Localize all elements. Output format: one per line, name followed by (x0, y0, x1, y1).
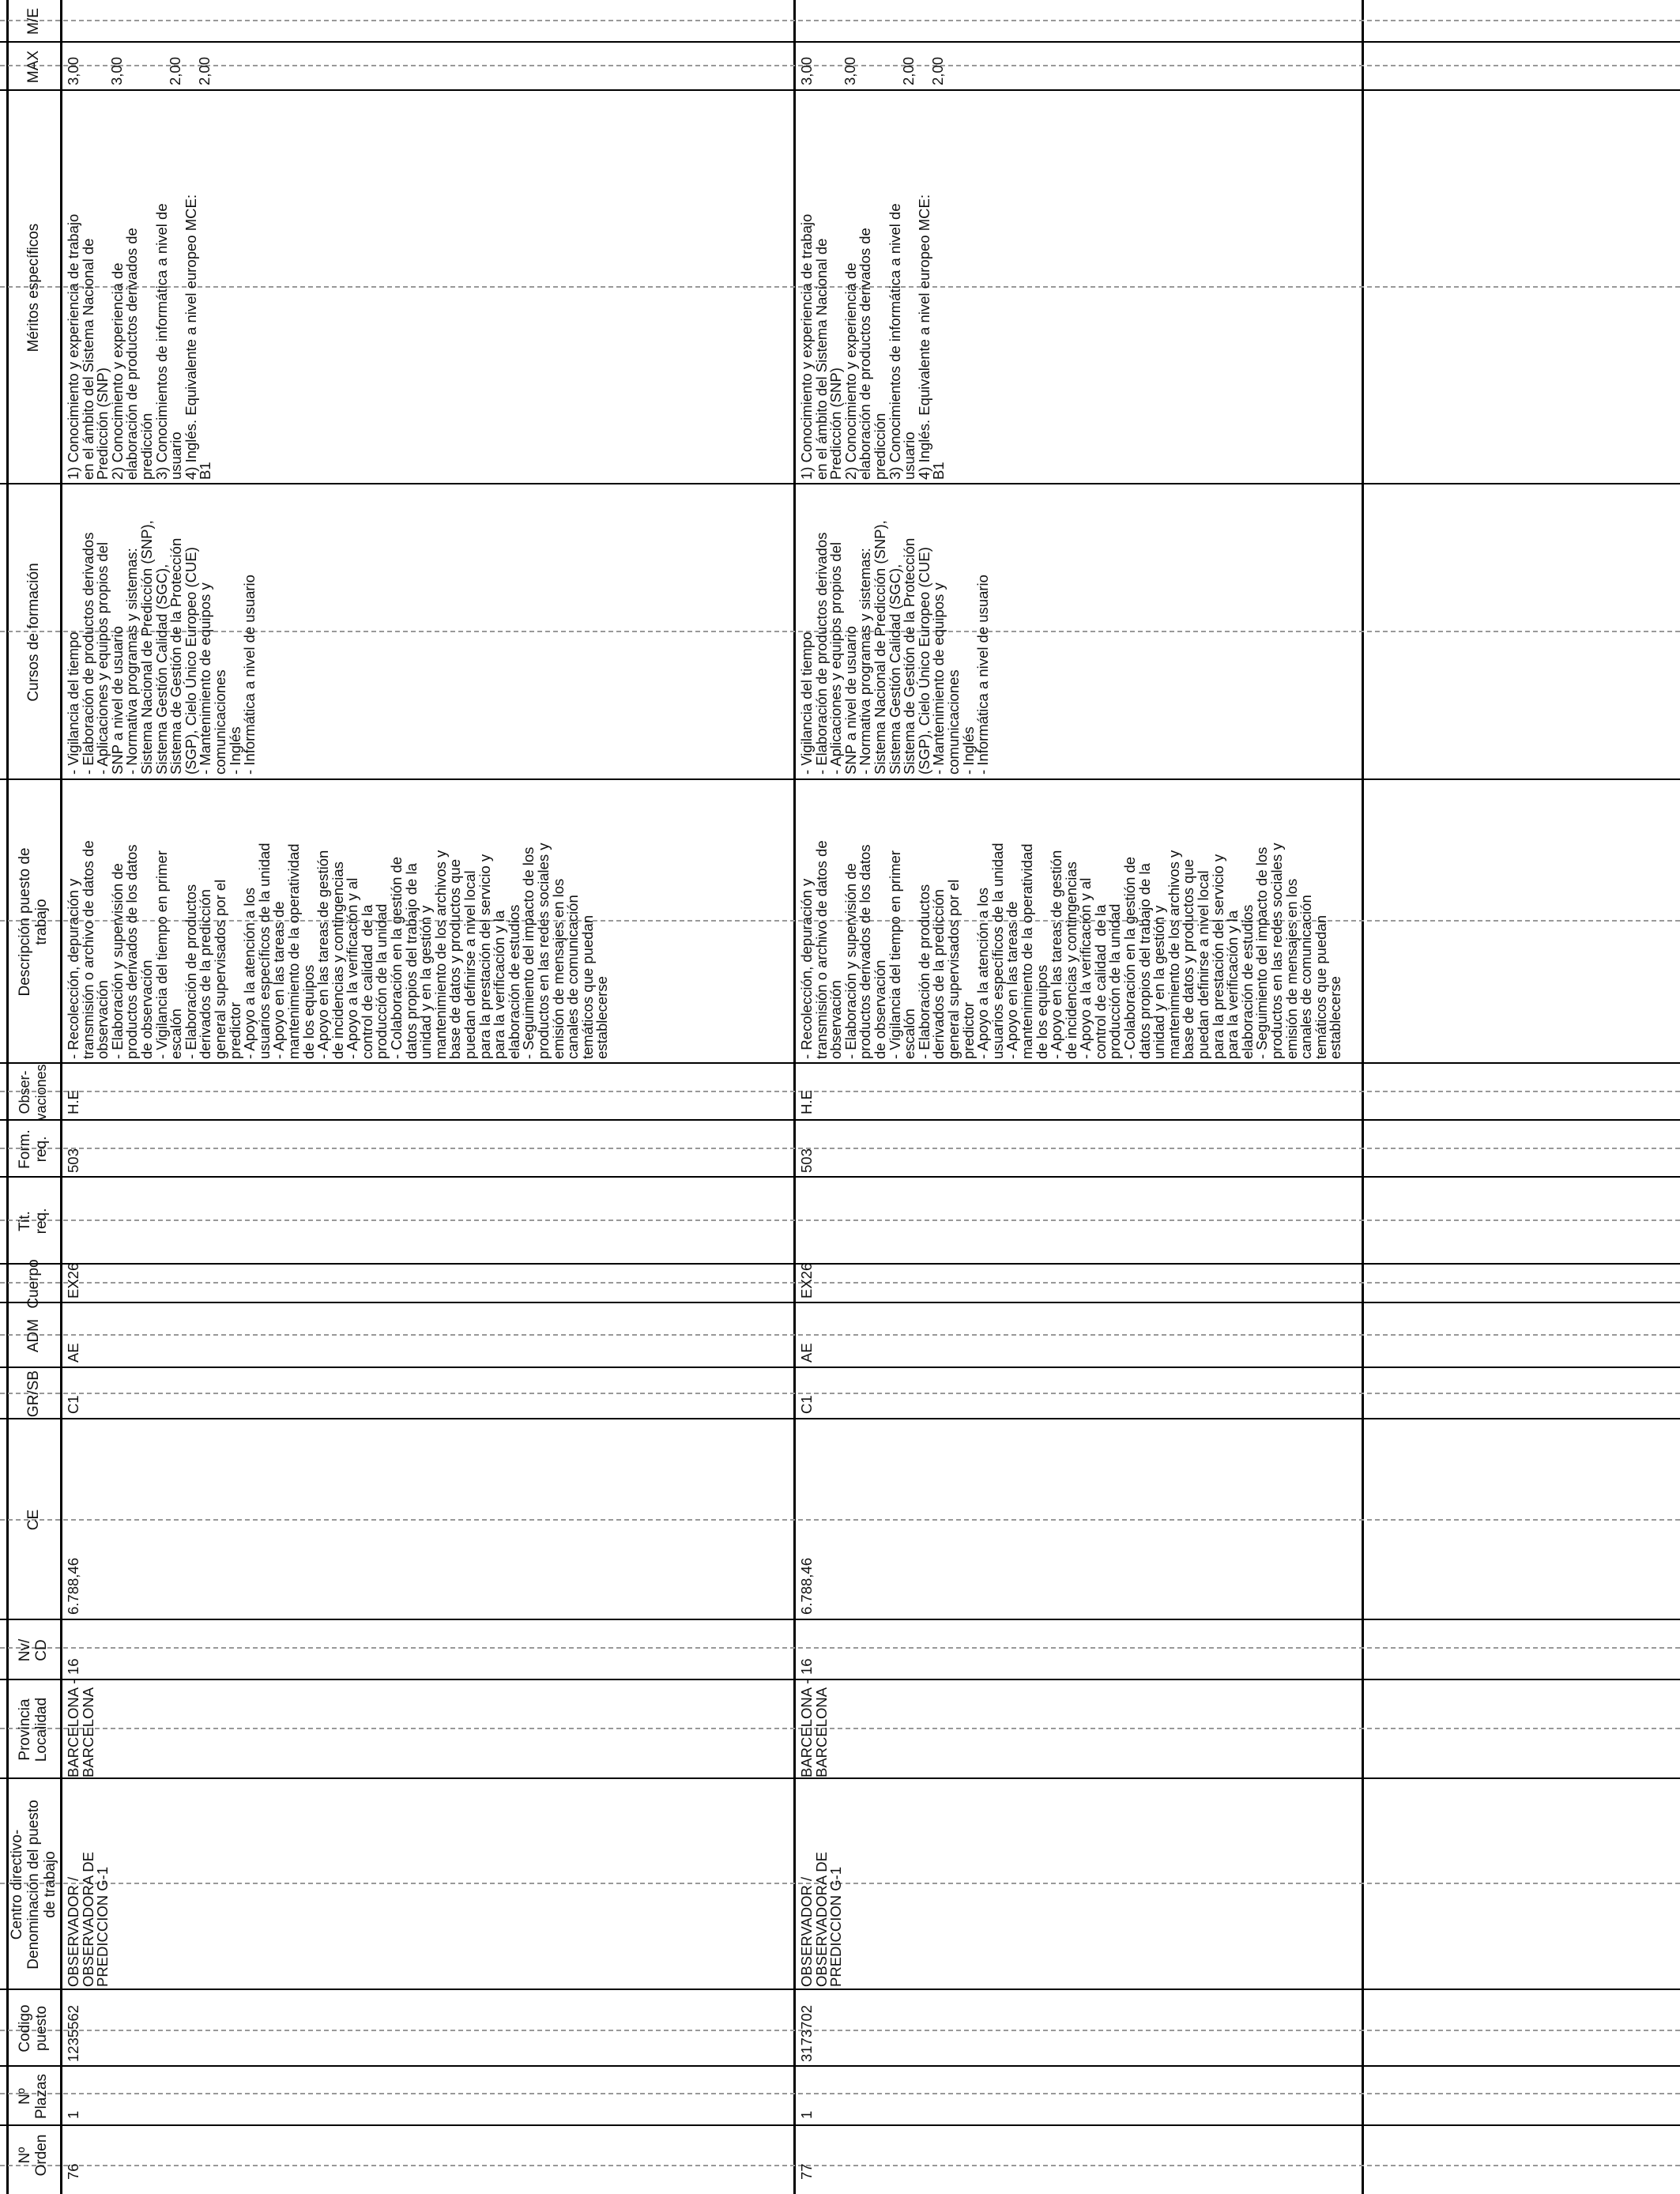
orden-cell: 76 (65, 2163, 81, 2180)
header-meritos (6, 91, 60, 484)
max-value: 2,00 (900, 56, 917, 85)
header-grsb-text: GR/SB (24, 1370, 42, 1418)
max-value: 2,00 (929, 56, 946, 85)
header-cuerpo-text: Cuerpo (24, 1259, 42, 1309)
header-descripcion-text: Descripción puesto de trabajo (17, 847, 50, 997)
max-value: 3,00 (65, 56, 81, 85)
form-cell: 503 (65, 1148, 81, 1173)
header-centro (6, 1779, 60, 1990)
max-value: 3,00 (108, 56, 125, 85)
meritos-cell: 1) Conocimiento y experiencia de trabajo en el ámbito del Sistema Nacional de Predicción (SNP) 2) Conocimiento y experiencia de elaboración de productos derivados de predicción 3) Conocimientos de informática a nivel de usuario 4) Inglés. Equivalente a nivel europeo MCE: B1 (798, 194, 947, 480)
table-bottom-border (1362, 0, 1364, 2194)
codigo-cell: 1235562 (65, 2004, 81, 2062)
max-value: 2,00 (196, 56, 213, 85)
header-codigo-text: Codigo puesto (17, 2004, 50, 2053)
form-cell: 503 (798, 1148, 815, 1173)
cuerpo-cell: EX26 (65, 1262, 81, 1299)
descripcion-cell: - Recolección, depuración y transmisión o archivo de datos de observación - Elaboración y supervisión de productos derivados de los datos de observación - Vigilancia del tiempo en primer escalón - Elaboración de productos derivados de la predicción general supervisados por el predictor - Apoyo a la atención a los usuarios específicos de la unidad - Apoyo en las tareas de mantenimiento de la operatividad de los equipos - Apoyo en las tareas de gestión de incidencias y contingencias - Apoyo a la verificación y al control de calidad de la producción de la unidad - Colaboración en la gestión de datos propios del trabajo de la unidad y en la gestión y mantenimiento de los archivos y base de datos y productos que puedan definirse a nivel local para la prestación del servicio y para la verificación y la elaboración de estudios - Seguimiento del impacto de los productos en las redes sociales y emisión de mensajes en los canales de comunicación temáticos que puedan establecerse (65, 840, 611, 1059)
cursos-cell: - Vigilancia del tiempo - Elaboración de productos derivados - Aplicaciones y equipos propios del SNP a nivel de usuario - Normativa programas y sistemas: Sistema Nacional de Predicción (SNP), Sistema Gestión Calidad (SGC), Sistema de Gestión de la Protección (SGP), Cielo Único Europeo (CUE) - Mantenimiento de equipos y comunicaciones - Inglés - Informática a nivel de usuario (65, 520, 258, 775)
header-provincia-text: Provincia Localidad (17, 1697, 50, 1762)
header-cursos (6, 484, 60, 780)
provincia-cell: BARCELONA - BARCELONA (65, 1679, 96, 1777)
header-adm (6, 1303, 60, 1368)
header-me-text: M/E (24, 8, 42, 35)
header-provincia (6, 1680, 60, 1779)
header-adm-text: ADM (24, 1318, 42, 1353)
max-value: 2,00 (167, 56, 183, 85)
max-value: 3,00 (842, 56, 858, 85)
header-descripcion (6, 780, 60, 1064)
centro-cell: OBSERVADOR / OBSERVADORA DE PREDICCION G-1 (798, 1851, 845, 1987)
provincia-cell: BARCELONA - BARCELONA (798, 1679, 830, 1777)
row-separator (793, 0, 796, 2194)
header-plazas-text: Nº Plazas (17, 2073, 50, 2120)
header-meritos-text: Méritos específicos (24, 223, 42, 352)
header-obs (6, 1064, 60, 1121)
cuerpo-cell: EX26 (798, 1262, 815, 1299)
header-tit-text: Tit. req. (17, 1208, 50, 1235)
adm-cell: AE (798, 1343, 815, 1363)
nivel-cell: 16 (798, 1658, 815, 1675)
header-centro-text: Centro directivo- Denominación del puesto de trabajo (8, 1800, 58, 1970)
meritos-cell: 1) Conocimiento y experiencia de trabajo en el ámbito del Sistema Nacional de Predicción (SNP) 2) Conocimiento y experiencia de elaboración de productos derivados de predicción 3) Conocimientos de informática a nivel de usuario 4) Inglés. Equivalente a nivel europeo MCE: B1 (65, 194, 214, 480)
header-obs-text: Obser- vaciones (17, 1064, 49, 1121)
header-cursos-text: Cursos de formación (24, 563, 42, 702)
ce-cell: 6.788,46 (798, 1557, 815, 1615)
header-orden (6, 2126, 60, 2185)
orden-cell: 77 (798, 2163, 815, 2180)
header-plazas (6, 2067, 60, 2126)
cursos-cell: - Vigilancia del tiempo - Elaboración de productos derivados - Aplicaciones y equipos propios del SNP a nivel de usuario - Normativa programas y sistemas: Sistema Nacional de Predicción (SNP), Sistema Gestión Calidad (SGC), Sistema de Gestión de la Protección (SGP), Cielo Único Europeo (CUE) - Mantenimiento de equipos y comunicaciones - Inglés - Informática a nivel de usuario (798, 520, 992, 775)
plazas-cell: 1 (798, 2110, 815, 2119)
header-bottom-border (60, 0, 62, 2194)
header-ce (6, 1419, 60, 1620)
header-max-text: MAX (24, 50, 42, 84)
header-orden-text: Nº Orden (17, 2134, 50, 2177)
obs-cell: H.E (798, 1090, 815, 1114)
nivel-cell: 16 (65, 1658, 81, 1675)
header-codigo (6, 1990, 60, 2067)
descripcion-cell: - Recolección, depuración y transmisión o archivo de datos de observación - Elaboración y supervisión de productos derivados de los datos de observación - Vigilancia del tiempo en primer escalón - Elaboración de productos derivados de la predicción general supervisados por el predictor - Apoyo a la atención a los usuarios específicos de la unidad - Apoyo en las tareas de mantenimiento de la operatividad de los equipos - Apoyo en las tareas de gestión de incidencias y contingencias - Apoyo a la verificación y al control de calidad de la producción de la unidad - Colaboración en la gestión de datos propios del trabajo de la unidad y en la gestión y mantenimiento de los archivos y base de datos y productos que puedan definirse a nivel local para la prestación del servicio y para la verificación y la elaboración de estudios - Seguimiento del impacto de los productos en las redes sociales y emisión de mensajes en los canales de comunicación temáticos que puedan establecerse (798, 840, 1344, 1059)
ce-cell: 6.788,46 (65, 1557, 81, 1615)
header-tit (6, 1178, 60, 1265)
obs-cell: H.E (65, 1090, 81, 1114)
header-form-text: Form. req. (17, 1129, 50, 1169)
plazas-cell: 1 (65, 2110, 81, 2119)
header-cuerpo (6, 1259, 60, 1309)
grsb-cell: C1 (65, 1395, 81, 1414)
centro-cell: OBSERVADOR / OBSERVADORA DE PREDICCION G-1 (65, 1851, 111, 1987)
header-ce-text: CE (24, 1509, 42, 1531)
header-max (6, 43, 60, 91)
grsb-cell: C1 (798, 1395, 815, 1414)
header-me (6, 0, 60, 43)
header-grsb (6, 1368, 60, 1419)
max-value: 3,00 (798, 56, 815, 85)
header-form (6, 1121, 60, 1178)
adm-cell: AE (65, 1343, 81, 1363)
header-nivel-text: Nv/ CD (17, 1638, 50, 1662)
header-nivel (6, 1620, 60, 1680)
codigo-cell: 3173702 (798, 2004, 815, 2062)
